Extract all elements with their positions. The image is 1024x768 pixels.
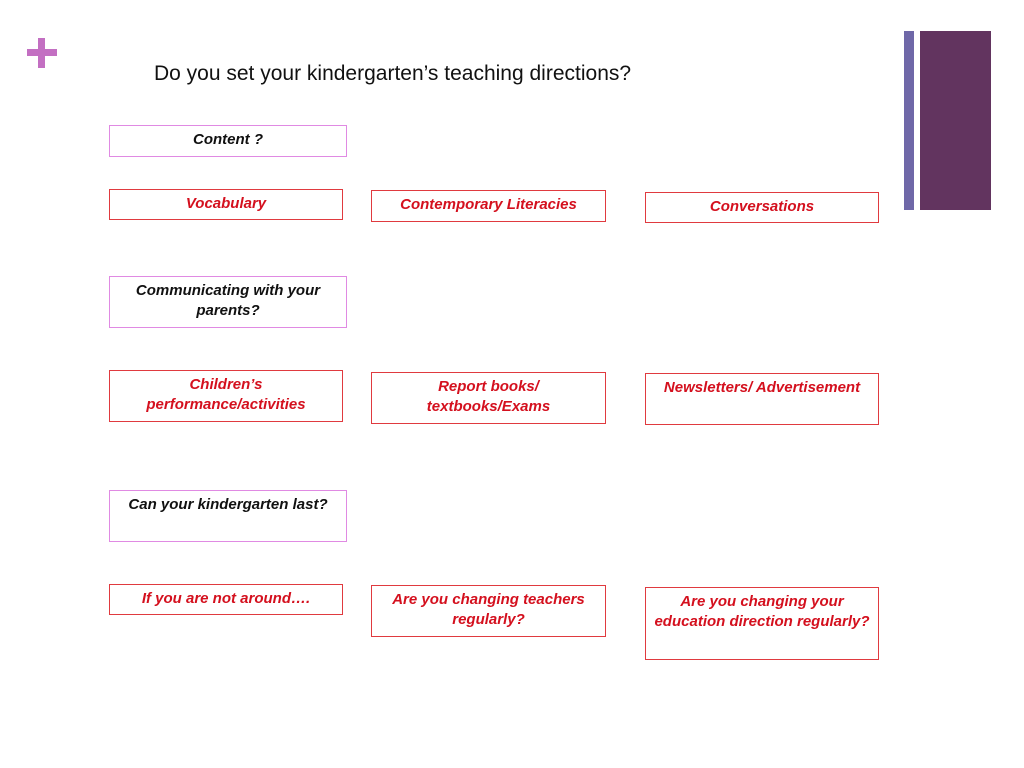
conversations-box [645,192,879,223]
changing-direction-label: Are you changing your education direction regularly? [654,593,870,630]
plus-icon [27,38,57,68]
communicating-question-box [109,276,347,328]
not-around-box [109,584,343,615]
report-books-box [371,372,606,424]
changing-teachers-box [371,585,606,637]
childrens-performance-box [109,370,343,422]
newsletters-box [645,373,879,425]
decorative-bar-thick [920,31,991,210]
contemporary-literacies-box [371,190,606,222]
can-last-question-box [109,490,347,542]
changing-direction-box [645,587,879,660]
communicating-question-label: Communicating with your parents? [135,282,321,319]
content-question-label: Content ? [193,131,263,148]
newsletters-label: Newsletters/ Advertisement [663,379,861,396]
slide-title: Do you set your kindergarten’s teaching directions? [154,62,632,85]
contemporary-literacies-label: Contemporary Literacies [400,196,577,213]
childrens-performance-label: Children’s performance/activities [146,376,306,413]
vocabulary-box [109,189,343,220]
can-last-question-label: Can your kindergarten last? [128,496,328,513]
vocabulary-label: Vocabulary [185,195,267,212]
content-question-box [109,125,347,157]
not-around-label: If you are not around…. [141,590,311,607]
changing-teachers-label: Are you changing teachers regularly? [392,591,585,628]
decorative-bar-thin [904,31,914,210]
conversations-label: Conversations [709,198,815,215]
report-books-label: Report books/ textbooks/Exams [426,378,551,415]
